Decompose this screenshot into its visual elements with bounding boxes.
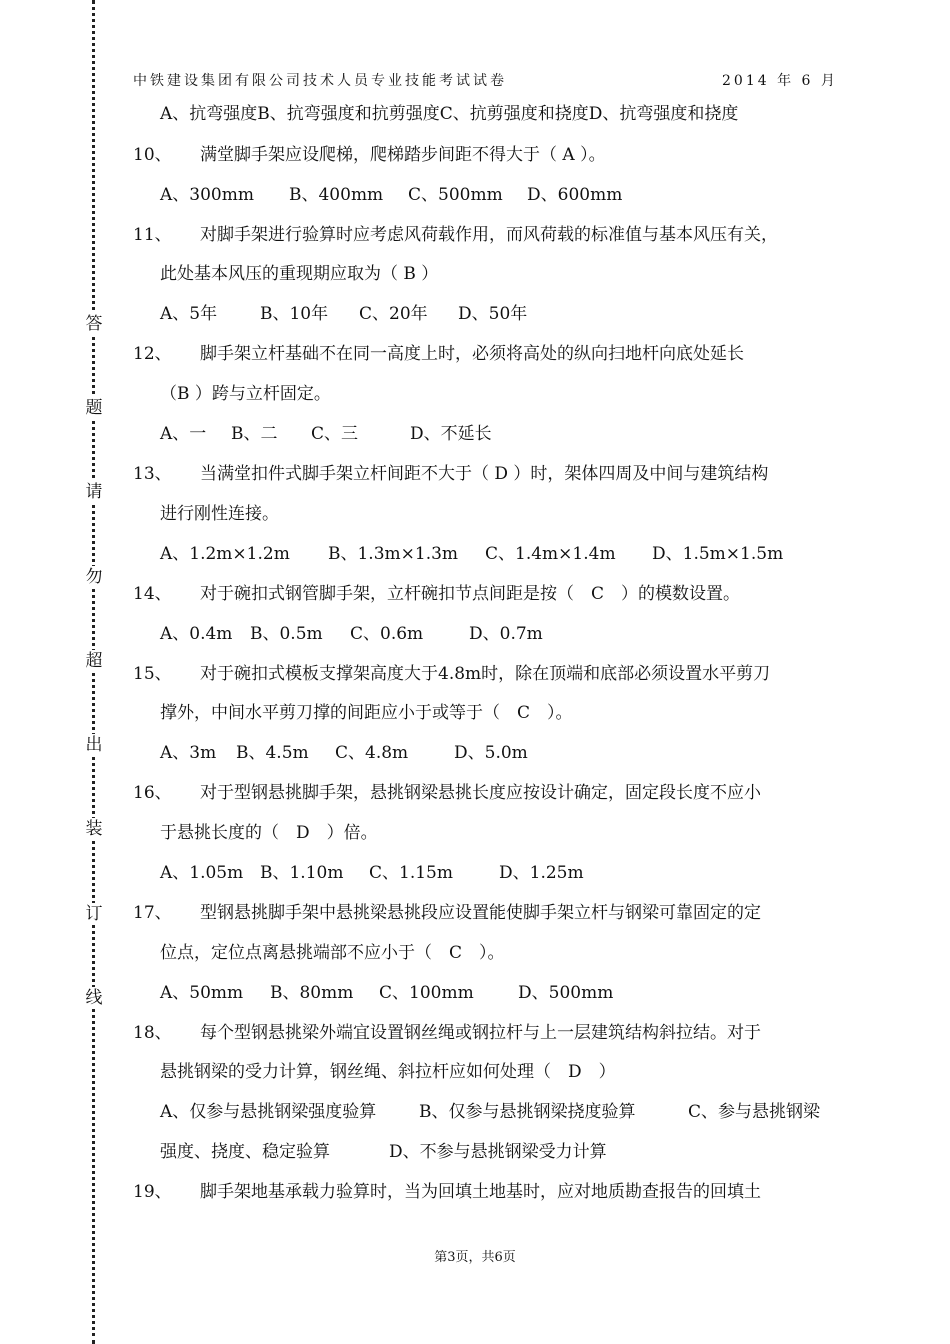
question-text: 对脚手架进行验算时应考虑风荷载作用，而风荷载的标准值与基本风压有关， [200,225,778,245]
option: D、600mm [527,185,623,205]
option: B、1.3m×1.3m [328,544,459,564]
option: D、不延长 [410,424,492,444]
option: A、1.05m [160,863,244,883]
binding-char: 答 [85,314,103,334]
option: B、0.5m [250,624,323,644]
question-options [160,182,622,208]
option: A、50mm [160,983,244,1003]
question-options [160,301,527,327]
question-text-cont: 撑外，中间水平剪刀撑的间距应小于或等于（ C ）。 [160,703,573,723]
question-number: 19、 [133,1182,172,1202]
question-text: 每个型钢悬挑梁外端宜设置钢丝绳或钢拉杆与上一层建筑结构斜拉结。对于 [200,1023,761,1043]
option: A、1.2m×1.2m [160,544,290,564]
option: B、二 [231,424,278,444]
option: A、仅参与悬挑钢梁强度验算 [160,1102,377,1122]
option: A、0.4m [160,624,233,644]
question-options [160,421,492,447]
option: D、5.0m [454,743,528,763]
option: A、一 [160,424,207,444]
option: D、500mm [518,983,614,1003]
option: C、500mm [408,185,503,205]
option: C、100mm [379,983,474,1003]
option: D、0.7m [469,624,543,644]
option: A、5年 [160,304,218,324]
question-options [160,740,528,766]
question-text-cont: 于悬挑长度的（ D ）倍。 [160,823,378,843]
option: B、仅参与悬挑钢梁挠度验算 [419,1102,636,1122]
question-number: 12、 [133,344,172,364]
question-text-cont: 进行刚性连接。 [160,504,279,524]
binding-char: 超 [85,651,103,671]
option: B、80mm [270,983,354,1003]
question-number: 16、 [133,783,172,803]
question-options [160,541,783,567]
question-options-cont [160,1139,607,1165]
option: C、1.4m×1.4m [485,544,616,564]
option: 强度、挠度、稳定验算 [160,1142,330,1162]
q9-options: A、抗弯强度B、抗弯强度和抗剪强度C、抗剪强度和挠度D、抗弯强度和挠度 [160,104,739,124]
binding-char: 订 [85,904,103,924]
option: A、300mm [160,185,254,205]
question-text: 对于碗扣式模板支撑架高度大于4.8m时，除在顶端和底部必须设置水平剪刀 [200,664,771,684]
option: C、1.15m [369,863,453,883]
question-text-cont: 悬挑钢梁的受力计算，钢丝绳、斜拉杆应如何处理（ D ） [160,1062,616,1082]
binding-char: 线 [85,988,103,1008]
option: B、10年 [260,304,329,324]
question-number: 18、 [133,1023,172,1043]
binding-char: 勿 [85,567,103,587]
option: C、0.6m [350,624,424,644]
option: C、参与悬挑钢梁 [688,1102,821,1122]
option: C、20年 [359,304,428,324]
option: A、3m [160,743,217,763]
question-text-cont: 位点，定位点离悬挑端部不应小于（ C ）。 [160,943,505,963]
binding-char: 请 [85,482,103,502]
option: B、400mm [289,185,384,205]
option: C、三 [311,424,359,444]
question-text: 对于型钢悬挑脚手架，悬挑钢梁悬挑长度应按设计确定，固定段长度不应小 [200,783,761,803]
question-options [160,621,543,647]
option: D、1.5m×1.5m [652,544,784,564]
question-text: 脚手架立杆基础不在同一高度上时，必须将高处的纵向扫地杆向底处延长 [200,344,744,364]
option: D、1.25m [499,863,584,883]
question-text: 型钢悬挑脚手架中悬挑梁悬挑段应设置能使脚手架立杆与钢梁可靠固定的定 [200,903,761,923]
question-text: 当满堂扣件式脚手架立杆间距不大于（ D ）时，架体四周及中间与建筑结构 [200,464,769,484]
question-text: 满堂脚手架应设爬梯，爬梯踏步间距不得大于（ A ）。 [200,145,606,165]
option: D、不参与悬挑钢梁受力计算 [389,1142,607,1162]
binding-char: 出 [85,735,103,755]
option: B、4.5m [236,743,309,763]
exam-header-title: 中铁建设集团有限公司技术人员专业技能考试试卷 [133,73,507,89]
exam-header-date: 2014 年 6 月 [722,73,838,89]
option: B、1.10m [260,863,344,883]
question-options [160,980,613,1006]
question-text-cont: 此处基本风压的重现期应取为（ B ） [160,264,439,284]
question-number: 11、 [133,225,172,245]
question-number: 13、 [133,464,172,484]
question-number: 17、 [133,903,172,923]
binding-char: 题 [85,398,103,418]
question-number: 14、 [133,584,172,604]
question-number: 15、 [133,664,172,684]
question-text: 对于碗扣式钢管脚手架，立杆碗扣节点间距是按（ C ）的模数设置。 [200,584,741,604]
binding-char: 装 [85,819,103,839]
binding-dotted-line [92,0,95,1344]
question-text: 脚手架地基承载力验算时，当为回填土地基时，应对地质勘查报告的回填土 [200,1182,761,1202]
option: C、4.8m [335,743,409,763]
page-number: 第3页，共6页 [434,1250,516,1265]
option: D、50年 [458,304,528,324]
question-options [160,1099,820,1125]
question-text-cont: （B ）跨与立杆固定。 [160,384,331,404]
question-options [160,860,584,886]
question-number: 10、 [133,145,172,165]
